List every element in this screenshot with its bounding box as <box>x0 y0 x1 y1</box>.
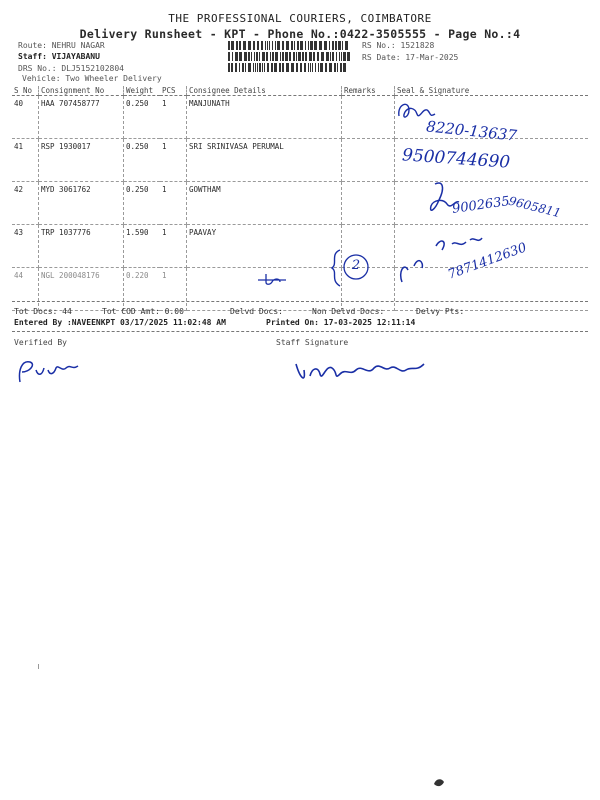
cell-consignment: NGL 200048176 <box>39 268 124 311</box>
stray-mark <box>38 664 39 669</box>
handwritten-phone-42b: 9605811 <box>507 193 563 221</box>
cell-sno: 40 <box>12 96 39 139</box>
staff-signature <box>292 354 432 394</box>
footer-rule-top <box>12 301 588 302</box>
cell-pcs: 1 <box>160 96 187 139</box>
rs-no-label: RS No.: <box>362 41 396 50</box>
printed-on: Printed On: 17-03-2025 12:11:14 <box>266 318 416 327</box>
cell-sno: 41 <box>12 139 39 182</box>
verified-by-signature <box>14 356 84 388</box>
cell-pcs: 1 <box>160 139 187 182</box>
col-remarks: Remarks <box>342 86 395 96</box>
col-consignee: Consignee Details <box>187 86 342 96</box>
col-signature: Seal & Signature <box>395 86 589 96</box>
cell-weight: 0.250 <box>124 96 161 139</box>
col-weight: Weight <box>124 86 161 96</box>
vehicle-label: Vehicle: <box>22 74 61 83</box>
staff-field <box>18 52 100 61</box>
cell-remarks <box>342 96 395 139</box>
cell-consignment: HAA 707458777 <box>39 96 124 139</box>
handwritten-phone-41: 9500744690 <box>401 145 511 173</box>
delivery-points: Delvy Pts: <box>416 307 465 316</box>
cell-consignee: SRI SRINIVASA PERUMAL <box>187 139 342 182</box>
route-value: NEHRU NAGAR <box>51 41 105 50</box>
cell-weight: 0.220 <box>124 268 161 311</box>
cell-consignee: PAAVAY <box>187 225 342 268</box>
runsheet-title: Delivery Runsheet - KPT - Phone No.:0422-3505555 - Page No.:4 <box>79 27 521 41</box>
company-name: THE PROFESSIONAL COURIERS, COIMBATORE <box>168 12 432 25</box>
cell-consignment: TRP 1037776 <box>39 225 124 268</box>
barcode-1 <box>228 41 350 50</box>
drs-label: DRS No.: <box>18 64 57 73</box>
cell-pcs: 1 <box>160 268 187 311</box>
drs-field <box>18 64 124 73</box>
table-row <box>12 268 588 311</box>
handwritten-phone-44: 7871412630 <box>445 240 529 283</box>
cell-weight: 0.250 <box>124 139 161 182</box>
route-field <box>18 41 105 50</box>
cell-pcs: 1 <box>160 225 187 268</box>
cell-sno: 42 <box>12 182 39 225</box>
cell-consignment: MYD 3061762 <box>39 182 124 225</box>
total-docs: Tot Docs: 44 <box>14 307 72 316</box>
entered-by: Entered By :NAVEENKPT 03/17/2025 11:02:48 AM <box>14 318 226 327</box>
cell-consignment: RSP 1930017 <box>39 139 124 182</box>
cell-consignee: MANJUNATH <box>187 96 342 139</box>
col-pcs: PCS <box>160 86 187 96</box>
handwritten-bracket-44 <box>326 248 374 288</box>
handwritten-mark-44 <box>256 270 288 286</box>
staff-label: Staff: <box>18 52 47 61</box>
vehicle-value: Two Wheeler Delivery <box>65 74 162 83</box>
non-delivered-docs: Non Delvd Docs: <box>312 307 385 316</box>
table-header-row <box>12 86 588 96</box>
rs-date-value: 17-Mar-2025 <box>405 53 459 62</box>
cell-remarks <box>342 182 395 225</box>
cell-weight: 0.250 <box>124 182 161 225</box>
barcode-3 <box>228 63 350 72</box>
cell-sno: 44 <box>12 268 39 311</box>
staff-value: VIJAYABANU <box>51 52 100 61</box>
rs-no-value: 1521828 <box>400 41 435 50</box>
rs-date-field <box>362 53 458 62</box>
ink-blot <box>432 776 446 788</box>
col-sno: S No <box>12 86 39 96</box>
rs-no-field <box>362 41 434 50</box>
vehicle-field <box>22 74 162 83</box>
rs-date-label: RS Date: <box>362 53 401 62</box>
handwritten-phone-42a: 9002635 <box>451 194 511 217</box>
verified-by-label: Verified By <box>14 338 67 347</box>
barcode-2 <box>228 52 350 61</box>
delivered-docs: Delvd Docs: <box>230 307 283 316</box>
handwritten-circled-number: 2 <box>351 258 361 273</box>
drs-value: DLJ5152102804 <box>61 64 124 73</box>
cell-consignee: GOWTHAM <box>187 182 342 225</box>
footer-rule-bottom <box>12 331 588 332</box>
cell-pcs: 1 <box>160 182 187 225</box>
route-label: Route: <box>18 41 47 50</box>
cell-remarks <box>342 139 395 182</box>
staff-signature-label: Staff Signature <box>276 338 349 347</box>
cell-sno: 43 <box>12 225 39 268</box>
cell-weight: 1.590 <box>124 225 161 268</box>
col-consignment: Consignment No <box>39 86 124 96</box>
total-cod: Tot COD Amt: 0.00 <box>102 307 184 316</box>
handwritten-phone-40: 8220-13637 <box>425 117 518 145</box>
